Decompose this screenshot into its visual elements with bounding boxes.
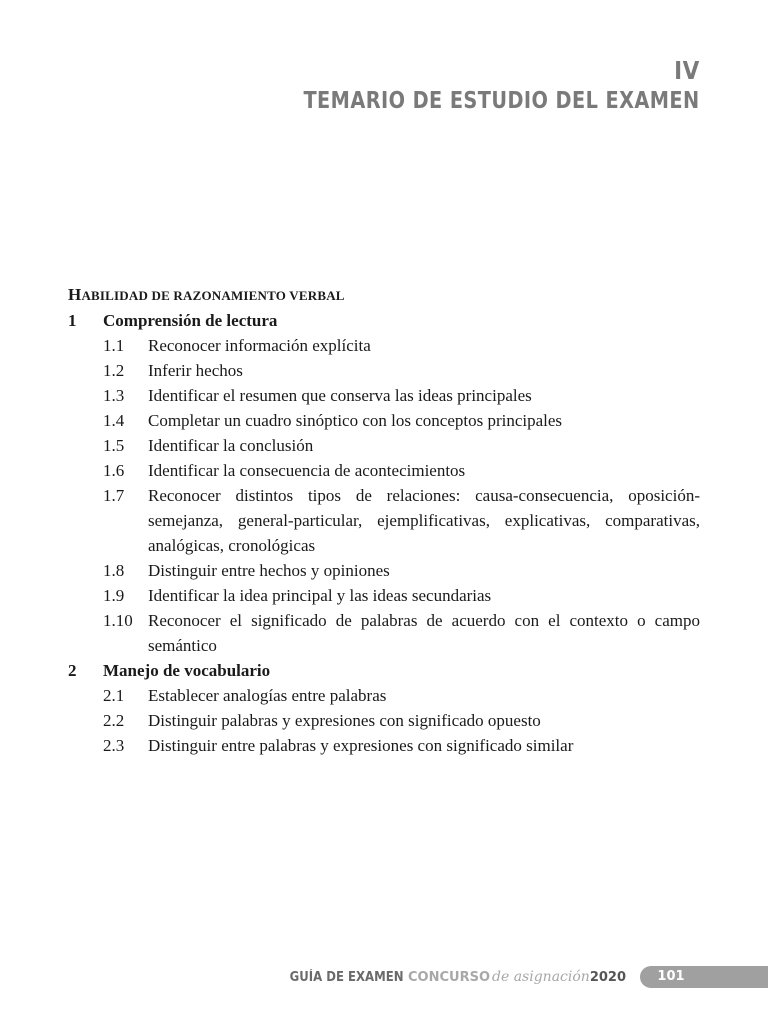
subtopic-text: Reconocer información explícita — [148, 336, 371, 355]
section-heading-initial: H — [68, 285, 82, 304]
subtopic-text: Identificar la conclusión — [148, 436, 314, 455]
subtopic-number: 2.2 — [103, 711, 125, 730]
subtopic-number: 1.2 — [103, 361, 125, 380]
footer-asignacion-label: de asignación — [492, 969, 590, 985]
subtopic-number: 2.1 — [103, 686, 125, 705]
topic-title: Comprensión de lectura — [103, 311, 278, 330]
subtopic-2-3 — [68, 733, 700, 758]
subtopic-1-6 — [68, 458, 700, 483]
subtopic-2-1 — [68, 683, 700, 708]
page-footer — [0, 966, 768, 988]
syllabus-content — [68, 282, 700, 758]
subtopic-1-4 — [68, 408, 700, 433]
subtopic-text: Completar un cuadro sinóptico con los conceptos principales — [148, 411, 563, 430]
chapter-title: TEMARIO DE ESTUDIO DEL EXAMEN — [303, 88, 700, 114]
section-heading-rest: ABILIDAD DE RAZONAMIENTO VERBAL — [81, 288, 345, 303]
subtopic-text: Reconocer el significado de palabras de acuerdo con el contexto o campo semántico — [148, 611, 700, 655]
subtopic-number: 1.8 — [103, 561, 125, 580]
subtopic-text: Distinguir entre palabras y expresiones con significado similar — [148, 736, 574, 755]
footer-guide-title — [277, 966, 626, 988]
footer-concurso-label: CONCURSO — [408, 970, 491, 985]
subtopic-number: 1.10 — [103, 611, 133, 630]
subtopic-text: Identificar la consecuencia de acontecimientos — [148, 461, 466, 480]
section-heading — [68, 282, 700, 308]
subtopic-1-5 — [68, 433, 700, 458]
subtopic-number: 1.3 — [103, 386, 125, 405]
topic-1 — [68, 308, 700, 333]
topic-number: 2 — [68, 661, 77, 680]
footer-year: 2020 — [589, 970, 626, 985]
subtopic-1-3 — [68, 383, 700, 408]
subtopic-number: 1.5 — [103, 436, 125, 455]
subtopic-text: Distinguir entre hechos y opiniones — [148, 561, 390, 580]
subtopic-number: 1.7 — [103, 486, 125, 505]
topic-title: Manejo de vocabulario — [103, 661, 271, 680]
subtopic-1-7 — [68, 483, 700, 558]
subtopic-number: 2.3 — [103, 736, 125, 755]
page-number: 101 — [657, 969, 685, 984]
subtopic-number: 1.1 — [103, 336, 125, 355]
subtopic-number: 1.6 — [103, 461, 125, 480]
chapter-number: IV — [674, 56, 700, 85]
subtopic-text: Establecer analogías entre palabras — [148, 686, 387, 705]
footer-guide-label: GUÍA DE EXAMEN — [289, 970, 404, 985]
subtopic-text: Identificar el resumen que conserva las ideas principales — [148, 386, 532, 405]
subtopic-1-10 — [68, 608, 700, 658]
subtopic-2-2 — [68, 708, 700, 733]
subtopic-1-8 — [68, 558, 700, 583]
subtopic-1-1 — [68, 333, 700, 358]
chapter-header — [228, 56, 700, 116]
page-number-tab — [640, 966, 768, 988]
topic-2 — [68, 658, 700, 683]
subtopic-1-2 — [68, 358, 700, 383]
subtopic-number: 1.4 — [103, 411, 125, 430]
subtopic-1-9 — [68, 583, 700, 608]
subtopic-text: Inferir hechos — [148, 361, 243, 380]
subtopic-number: 1.9 — [103, 586, 125, 605]
subtopic-text: Reconocer distintos tipos de relaciones: causa-consecuencia, oposición-semejanza, general-particular, ejemplificativas, explicativas, comparativas, analógicas, cronológicas — [148, 486, 700, 555]
subtopic-text: Identificar la idea principal y las ideas secundarias — [148, 586, 492, 605]
subtopic-text: Distinguir palabras y expresiones con significado opuesto — [148, 711, 541, 730]
topic-number: 1 — [68, 311, 77, 330]
